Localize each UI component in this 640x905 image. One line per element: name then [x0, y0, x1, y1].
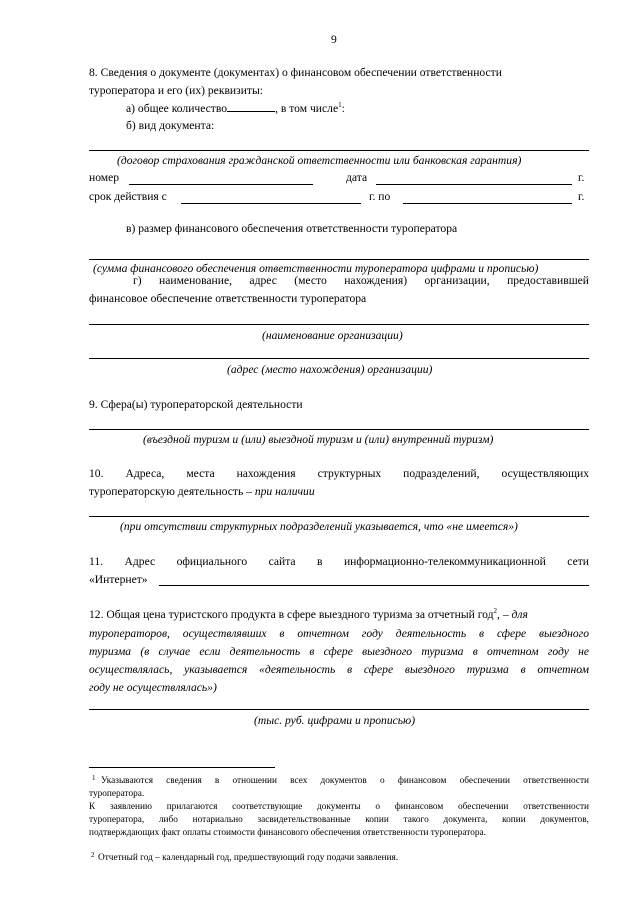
section-9-title: 9. Сфера(ы) туроператорской деятельности — [89, 398, 303, 411]
footnote-2-mark: 2 — [91, 851, 95, 859]
validity-from-field[interactable] — [181, 203, 361, 204]
section-10-line2-text: туроператорскую деятельность – — [89, 485, 255, 498]
section-8a-suffix: , в том числе — [275, 102, 339, 115]
organization-name-hint: (наименование организации) — [262, 329, 403, 342]
footnote-1-line1: Указываются сведения в отношении всех документов о финансовом обеспечении ответственности — [101, 776, 589, 786]
validity-label: срок действия с — [89, 190, 167, 203]
footnote-2-text: Отчетный год – календарный год, предшествующий году подачи заявления. — [98, 853, 399, 863]
footnote-1-line2: туроператора. — [89, 789, 145, 799]
footnote-1-line4: туроператора, либо нотариально засвидетельствованные копии такого документа, копии документов, — [89, 815, 589, 825]
tour-price-hint: (тыс. руб. цифрами и прописью) — [254, 714, 416, 727]
section-11-line2: «Интернет» — [89, 573, 148, 586]
section-8-title-line2: туроператора и его (их) реквизиты: — [89, 84, 263, 97]
section-12-line1-italic: для — [511, 608, 528, 621]
footnote-separator — [89, 767, 275, 768]
section-8a-line — [126, 101, 345, 115]
section-8a-colon: : — [341, 102, 345, 115]
date-year-abbr: г. — [578, 171, 585, 184]
activity-sphere-hint: (въездной туризм и (или) выездной туризм и (или) внутренний туризм) — [143, 433, 494, 446]
footnote-ref-2: 2 — [493, 607, 498, 616]
section-10-line2-italic: при наличии — [254, 485, 315, 498]
section-8g-line1: г) наименование, адрес (место нахождения) организации, предоставившей — [133, 274, 589, 287]
number-label: номер — [89, 171, 120, 184]
page-number: 9 — [331, 33, 337, 46]
document-type-field[interactable] — [89, 150, 589, 151]
footnote-1-line3: К заявлению прилагаются соответствующие документы о финансовом обеспечении ответственности — [89, 802, 589, 812]
section-11-line1: 11. Адрес официального сайта в информационно-телекоммуникационной сети — [89, 555, 589, 568]
footnote-1-line5: подтверждающих факт оплаты стоимости финансового обеспечения ответственности туроператора. — [89, 828, 486, 838]
section-12-line5: году не осуществлялась») — [89, 681, 217, 694]
section-8g-line2: финансовое обеспечение ответственности туроператора — [89, 292, 367, 305]
validity-year-abbr: г. — [578, 190, 585, 203]
section-8-title-line1: 8. Сведения о документе (документах) о финансовом обеспечении ответственности — [89, 66, 502, 79]
section-12-line1-text: 12. Общая цена туристского продукта в сфере выездного туризма за отчетный год — [89, 608, 494, 621]
footnote-1-mark: 1 — [92, 774, 96, 782]
structural-units-field[interactable] — [89, 516, 589, 517]
section-12-line1 — [89, 608, 528, 621]
document-type-hint: (договор страхования гражданской ответственности или банковская гарантия) — [117, 154, 522, 167]
number-field[interactable] — [129, 184, 313, 185]
section-10-line2 — [89, 485, 315, 498]
organization-address-field[interactable] — [89, 358, 589, 359]
financial-amount-hint: (сумма финансового обеспечения ответственности туроператора цифрами и прописью) — [93, 262, 539, 275]
activity-sphere-field[interactable] — [89, 429, 589, 430]
financial-amount-field[interactable] — [89, 259, 589, 260]
section-12-line1-dash: , – — [497, 608, 512, 621]
footnote-ref-1: 1 — [338, 101, 342, 110]
section-10-line1: 10. Адреса, места нахождения структурных подразделений, осуществляющих — [89, 467, 589, 480]
tour-price-field[interactable] — [89, 709, 589, 710]
organization-address-hint: (адрес (место нахождения) организации) — [227, 363, 433, 376]
section-12-line3: туризма (в случае если деятельность в сфере выездного туризма в отчетном году не — [89, 645, 589, 658]
structural-units-hint: (при отсутствии структурных подразделений указывается, что «не имеется») — [120, 520, 518, 533]
section-12-line2: туроператоров, осуществлявших в отчетном году деятельность в сфере выездного — [89, 627, 589, 640]
date-field[interactable] — [376, 184, 572, 185]
validity-until-label: г. по — [369, 190, 391, 203]
total-count-field[interactable] — [227, 101, 275, 112]
section-8a-prefix: а) общее количество — [126, 102, 228, 115]
organization-name-field[interactable] — [89, 324, 589, 325]
section-8b-label: б) вид документа: — [126, 119, 215, 132]
validity-to-field[interactable] — [403, 203, 572, 204]
section-8v-label: в) размер финансового обеспечения ответственности туроператора — [126, 222, 458, 235]
date-label: дата — [346, 171, 368, 184]
section-12-line4: осуществлялась, указывается «деятельность в сфере выездного туризма в отчетном — [89, 663, 589, 676]
website-field[interactable] — [159, 585, 589, 586]
